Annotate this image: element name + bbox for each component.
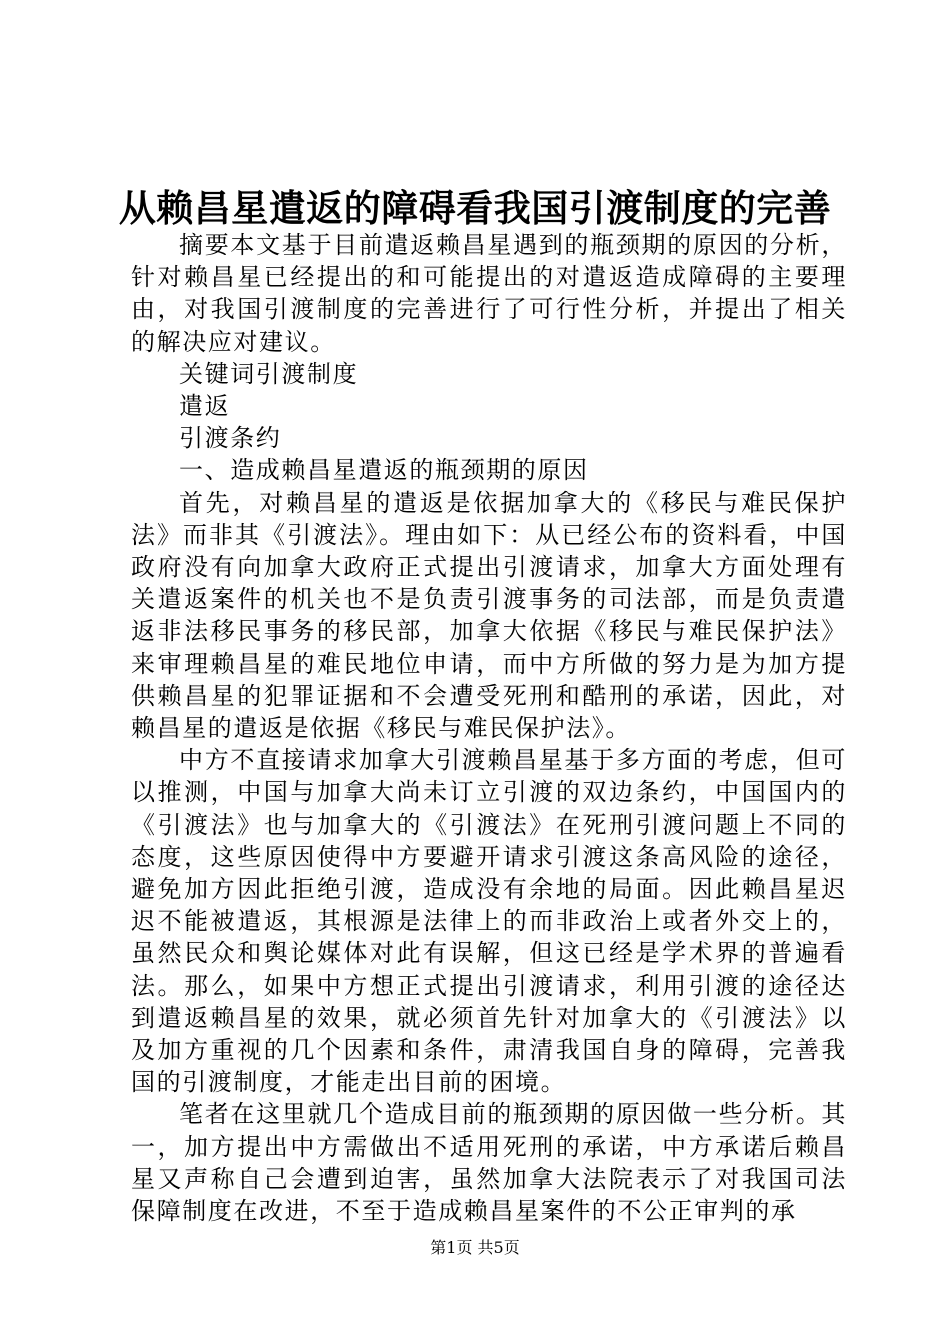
- body-paragraph: 首先，对赖昌星的遣返是依据加拿大的《移民与难民保护法》而非其《引渡法》。理由如下：从已经公布的资料看，中国政府没有向加拿大政府正式提出引渡请求，加拿大方面处理有关遣返案件的机关也不是负责引渡事务的司法部，而是负责遣返非法移民事务的移民部，加拿大依据《移民与难民保护法》来审理赖昌星的难民地位申请，而中方所做的努力是为加方提供赖昌星的犯罪证据和不会遭受死刑和酷刑的承诺，因此，对赖昌星的遣返是依据《移民与难民保护法》。: [131, 488, 847, 743]
- keyword-line: 遣返: [179, 392, 231, 421]
- body-paragraph: 笔者在这里就几个造成目前的瓶颈期的原因做一些分析。其一，加方提出中方需做出不适用死刑的承诺，中方承诺后赖昌星又声称自己会遭到迫害，虽然加拿大法院表示了对我国司法保障制度在改进，不至于造成赖昌星案件的不公正审判的承: [131, 1100, 847, 1226]
- abstract-paragraph: 摘要本文基于目前遣返赖昌星遇到的瓶颈期的原因的分析，针对赖昌星已经提出的和可能提出的对遣返造成障碍的主要理由，对我国引渡制度的完善进行了可行性分析，并提出了相关的解决应对建议。: [131, 231, 847, 356]
- keyword-line: 关键词引渡制度: [179, 359, 359, 388]
- document-title: 从赖昌星遣返的障碍看我国引渡制度的完善: [118, 186, 832, 230]
- body-paragraph: 中方不直接请求加拿大引渡赖昌星基于多方面的考虑，但可以推测，中国与加拿大尚未订立引渡的双边条约，中国国内的《引渡法》也与加拿大的《引渡法》在死刑引渡问题上不同的态度，这些原因使得中方要避开请求引渡这条高风险的途径，避免加方因此拒绝引渡，造成没有余地的局面。因此赖昌星迟迟不能被遣返，其根源是法律上的而非政治上或者外交上的，虽然民众和舆论媒体对此有误解，但这已经是学术界的普遍看法。那么，如果中方想正式提出引渡请求，利用引渡的途径达到遣返赖昌星的效果，就必须首先针对加拿大的《引渡法》以及加方重视的几个因素和条件，肃清我国自身的障碍，完善我国的引渡制度，才能走出目前的困境。: [131, 746, 847, 1097]
- document-body: [131, 229, 847, 1227]
- section-heading: 一、造成赖昌星遣返的瓶颈期的原因: [179, 456, 589, 485]
- page-number-footer: 第1页 共5页: [430, 1238, 520, 1257]
- keyword-line: 引渡条约: [179, 424, 282, 453]
